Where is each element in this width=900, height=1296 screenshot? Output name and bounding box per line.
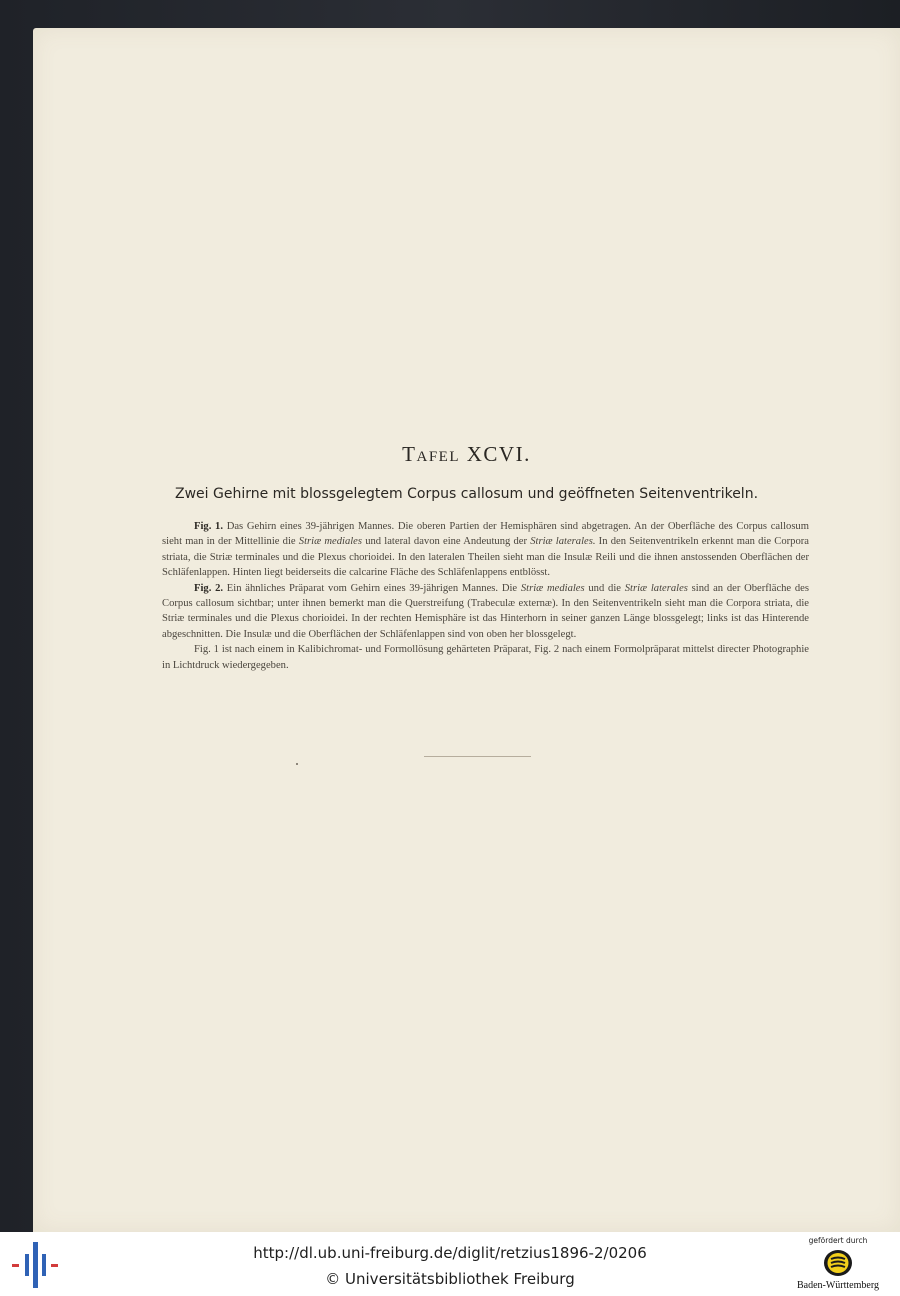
fig1-text-c: In den Seitenventrikeln erkennt man die Corpora striata, die Striæ terminales und die Plexus chorioidei. In den lateralen Theilen sieht man die Insulæ Reili und die ihnen anstossenden Oberflächen der Schläfenlappen. Hinten liegt beiderseits die calcarine Fläche des Schläfenlappens entblösst. <box>162 536 809 579</box>
fig1-text-b: und lateral davon eine Andeutung der <box>362 536 531 548</box>
caption-paragraph-fig2 <box>162 581 809 643</box>
fig2-text-c: sind an der Oberfläche des Corpus callosum sichtbar; unter ihnen bemerkt man die Querstreifung (Trabeculæ externæ). In den Seitenventrikeln sieht man die Corpora striata, die Striæ terminales und die Plexus chorioidei. In der rechten Hemisphäre ist das Hinterhorn in seiner ganzen Länge blossgelegt; links ist das Hinterende abgeschnitten. Die Insulæ und die Oberflächen der Schläfenlappen sind von oben her blossgelegt. <box>162 582 810 640</box>
fig1-label: Fig. 1. <box>194 521 223 532</box>
document-page <box>33 28 900 1232</box>
caption-paragraph-method: Fig. 1 ist nach einem in Kalibichromat- und Formollösung gehärteten Präparat, Fig. 2 nach einem Formolpräparat mittelst directer Photographie in Lichtdruck wiedergegeben. <box>162 644 809 671</box>
viewer-footer <box>0 1232 900 1296</box>
fig1-term-striae-laterales: Striæ laterales. <box>530 536 596 548</box>
sponsor-label: gefördert durch <box>808 1236 868 1245</box>
fig1-text-a: Das Gehirn eines 39-jährigen Mannes. Die oberen Partien der Hemisphären sind abgetragen. An der Oberfläche des Corpus callosum sieht man in der Mittellinie die <box>162 521 809 548</box>
caption-paragraph-fig1 <box>162 519 809 581</box>
paper-speck <box>296 763 298 765</box>
baden-wuerttemberg-crest-icon <box>822 1248 854 1278</box>
copyright-notice: © Universitätsbibliothek Freiburg <box>325 1270 575 1288</box>
fig2-label: Fig. 2. <box>194 582 224 594</box>
sponsor-name: Baden-Württemberg <box>796 1280 879 1291</box>
section-divider <box>424 756 531 757</box>
caption-body <box>162 519 809 673</box>
plate-heading: Zwei Gehirne mit blossgelegtem Corpus callosum und geöffneten Seitenventrikeln. <box>174 486 759 502</box>
plate-title: Tafel XCVI. <box>402 442 531 466</box>
fig2-term-striae-laterales: Striæ laterales <box>624 582 688 594</box>
fig1-term-striae-mediales: Striæ mediales <box>298 536 363 548</box>
fig2-text-a: Ein ähnliches Präparat vom Gehirn eines 39-jährigen Mannes. Die <box>223 582 521 594</box>
fig2-text-b: und die <box>584 582 625 594</box>
permalink-url[interactable]: http://dl.ub.uni-freiburg.de/diglit/retzius1896-2/0206 <box>253 1244 647 1262</box>
sponsor-block <box>790 1236 886 1294</box>
fig2-term-striae-mediales: Striæ mediales <box>520 582 585 594</box>
